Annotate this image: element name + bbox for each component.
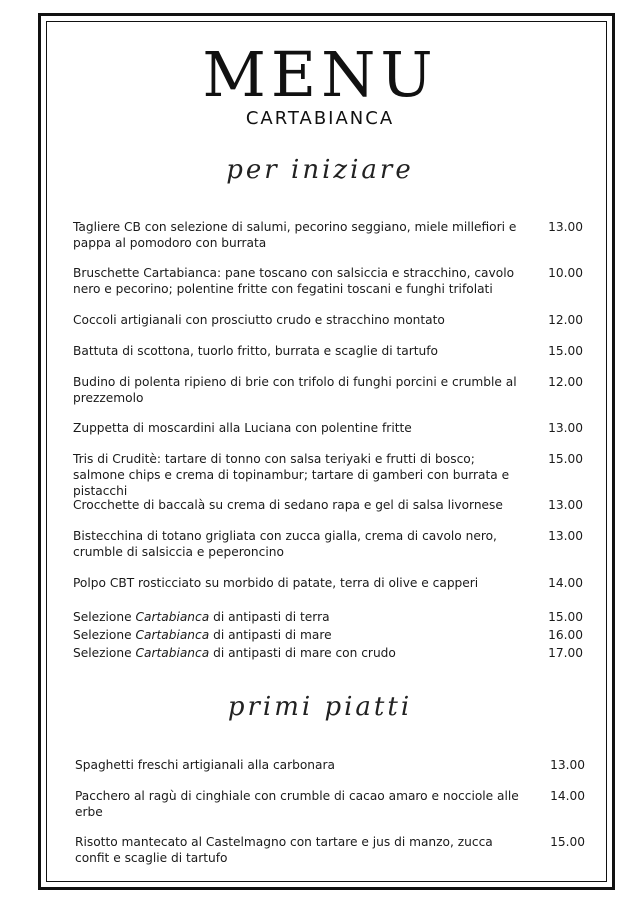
item-price: 13.00 <box>548 220 583 234</box>
item-description: Selezione Cartabianca di antipasti di mare con crudo <box>73 646 396 660</box>
item-description: Bistecchina di totano grigliata con zucca gialla, crema di cavolo nero, crumble di salsiccia e peperoncino <box>73 529 497 559</box>
item-description: Zuppetta di moscardini alla Luciana con polentine fritte <box>73 421 412 435</box>
menu-item <box>73 420 613 436</box>
item-description: Battuta di scottona, tuorlo fritto, burrata e scaglie di tartufo <box>73 344 438 358</box>
item-description: Bruschette Cartabianca: pane toscano con salsiccia e stracchino, cavolo nero e pecorino; polentine fritte con fegatini toscani e funghi trifolati <box>73 266 515 296</box>
menu-item <box>73 575 613 591</box>
item-description: Tagliere CB con selezione di salumi, pecorino seggiano, miele millefiori e pappa al pomodoro con burrata <box>73 220 517 250</box>
menu-item <box>73 451 613 499</box>
item-price: 15.00 <box>548 610 583 624</box>
item-price: 15.00 <box>548 344 583 358</box>
item-price: 13.00 <box>550 758 585 772</box>
menu-item <box>75 834 615 866</box>
item-description: Spaghetti freschi artigianali alla carbonara <box>75 758 335 772</box>
restaurant-name: CARTABIANCA <box>245 108 395 129</box>
item-price: 16.00 <box>548 628 583 642</box>
item-description: Coccoli artigianali con prosciutto crudo e stracchino montato <box>73 313 445 327</box>
item-price: 14.00 <box>550 789 585 803</box>
menu-item <box>73 528 613 560</box>
menu-item <box>73 645 613 661</box>
menu-title: MENU <box>202 38 438 111</box>
item-description: Tris di Cruditè: tartare di tonno con salsa teriyaki e frutti di bosco; salmone chips e crema di topinambur; tartare di gamberi con burrata e pistacchi <box>73 452 510 498</box>
item-description: Selezione Cartabianca di antipasti di terra <box>73 610 330 624</box>
item-price: 13.00 <box>548 421 583 435</box>
item-price: 14.00 <box>548 576 583 590</box>
item-description: Risotto mantecato al Castelmagno con tartare e jus di manzo, zucca confit e scaglie di tartufo <box>75 835 493 865</box>
section-heading-primi-piatti: primi piatti <box>227 692 413 722</box>
menu-item <box>73 312 613 328</box>
menu-item <box>73 219 613 251</box>
menu-item <box>73 343 613 359</box>
item-price: 15.00 <box>550 835 585 849</box>
item-description: Crocchette di baccalà su crema di sedano rapa e gel di salsa livornese <box>73 498 503 512</box>
item-price: 12.00 <box>548 375 583 389</box>
menu-item <box>73 497 613 513</box>
item-description: Selezione Cartabianca di antipasti di mare <box>73 628 332 642</box>
menu-item <box>73 265 613 297</box>
section-heading-per-iniziare: per iniziare <box>226 155 414 185</box>
item-price: 15.00 <box>548 452 583 466</box>
menu-item <box>75 757 615 773</box>
menu-item <box>73 627 613 643</box>
item-description: Pacchero al ragù di cinghiale con crumble di cacao amaro e nocciole alle erbe <box>75 789 519 819</box>
item-price: 17.00 <box>548 646 583 660</box>
menu-item <box>73 374 613 406</box>
menu-item <box>75 788 615 820</box>
menu-item <box>73 609 613 625</box>
item-price: 13.00 <box>548 529 583 543</box>
item-price: 13.00 <box>548 498 583 512</box>
item-price: 12.00 <box>548 313 583 327</box>
item-description: Polpo CBT rosticciato su morbido di patate, terra di olive e capperi <box>73 576 479 590</box>
item-price: 10.00 <box>548 266 583 280</box>
item-description: Budino di polenta ripieno di brie con trifolo di funghi porcini e crumble al prezzemolo <box>73 375 517 405</box>
